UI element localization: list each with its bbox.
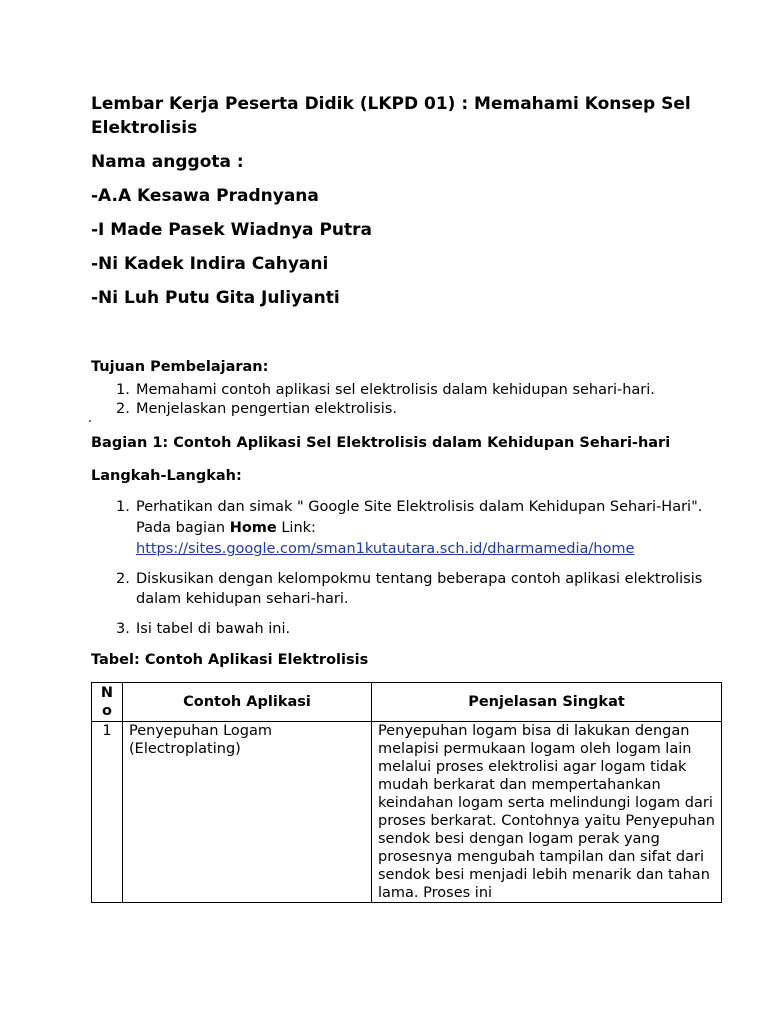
header-application: Contoh Aplikasi <box>123 683 372 722</box>
document-title: Lembar Kerja Peserta Didik (LKPD 01) : Memahami Konsep Sel Elektrolisis <box>91 94 691 138</box>
list-item: 2. Diskusikan dengan kelompokmu tentang beberapa contoh aplikasi elektrolisis dalam kehidupan sehari-hari. <box>91 569 731 609</box>
header-no: N o <box>92 683 123 722</box>
steps-heading: Langkah-Langkah: <box>91 468 242 484</box>
list-item: 3. Isi tabel di bawah ini. <box>91 619 731 640</box>
objectives-heading: Tujuan Pembelajaran: <box>91 359 269 375</box>
list-item: 1. Memahami contoh aplikasi sel elektrolisis dalam kehidupan sehari-hari. <box>116 382 655 398</box>
step1-bold: Home <box>229 520 277 536</box>
member-name: -Ni Kadek Indira Cahyani <box>91 254 329 274</box>
member-name: -Ni Luh Putu Gita Juliyanti <box>91 288 340 308</box>
table-caption: Tabel: Contoh Aplikasi Elektrolisis <box>91 652 369 668</box>
step1-text: Perhatikan dan simak " Google Site Elektrolisis dalam Kehidupan Sehari-Hari". Pada bagian <box>136 499 703 536</box>
section1-heading: Bagian 1: Contoh Aplikasi Sel Elektrolisis dalam Kehidupan Sehari-hari <box>91 435 671 451</box>
header-explanation: Penjelasan Singkat <box>372 683 722 722</box>
table-header-row <box>92 683 722 722</box>
stray-mark <box>89 420 91 422</box>
step2-text: Diskusikan dengan kelompokmu tentang beberapa contoh aplikasi elektrolisis dalam kehidupan sehari-hari. <box>136 571 703 607</box>
members-heading: Nama anggota : <box>91 152 244 172</box>
applications-table <box>91 682 722 903</box>
document-page <box>91 92 731 903</box>
table-row <box>92 722 722 903</box>
cell-no: 1 <box>92 722 123 903</box>
cell-application: Penyepuhan Logam (Electroplating) <box>123 722 372 903</box>
step3-text: Isi tabel di bawah ini. <box>136 621 291 637</box>
member-name: -A.A Kesawa Pradnyana <box>91 186 319 206</box>
list-item: 2. Menjelaskan pengertian elektrolisis. <box>116 401 397 417</box>
steps-list <box>91 497 731 640</box>
google-site-link[interactable]: https://sites.google.com/sman1kutautara.sch.id/dharmamedia/home <box>136 541 635 557</box>
cell-explanation: Penyepuhan logam bisa di lakukan dengan melapisi permukaan logam oleh logam lain melalui proses elektrolisi agar logam tidak mudah berkarat dan mempertahankan keindahan logam serta melindungi logam dari proses berkarat. Contohnya yaitu Penyepuhan sendok besi dengan logam perak yang prosesnya mengubah tampilan dan sifat dari sendok besi menjadi lebih menarik dan tahan lama. Proses ini <box>372 722 722 903</box>
step1-after: Link: <box>276 520 316 536</box>
list-item: 1. Perhatikan dan simak " Google Site Elektrolisis dalam Kehidupan Sehari-Hari". Pada bagian Home Link: https://sites.google.com/sman1kutautara.sch.id/dharmamedia/home <box>116 499 703 557</box>
objectives-list <box>91 381 731 419</box>
member-name: -I Made Pasek Wiadnya Putra <box>91 220 372 240</box>
